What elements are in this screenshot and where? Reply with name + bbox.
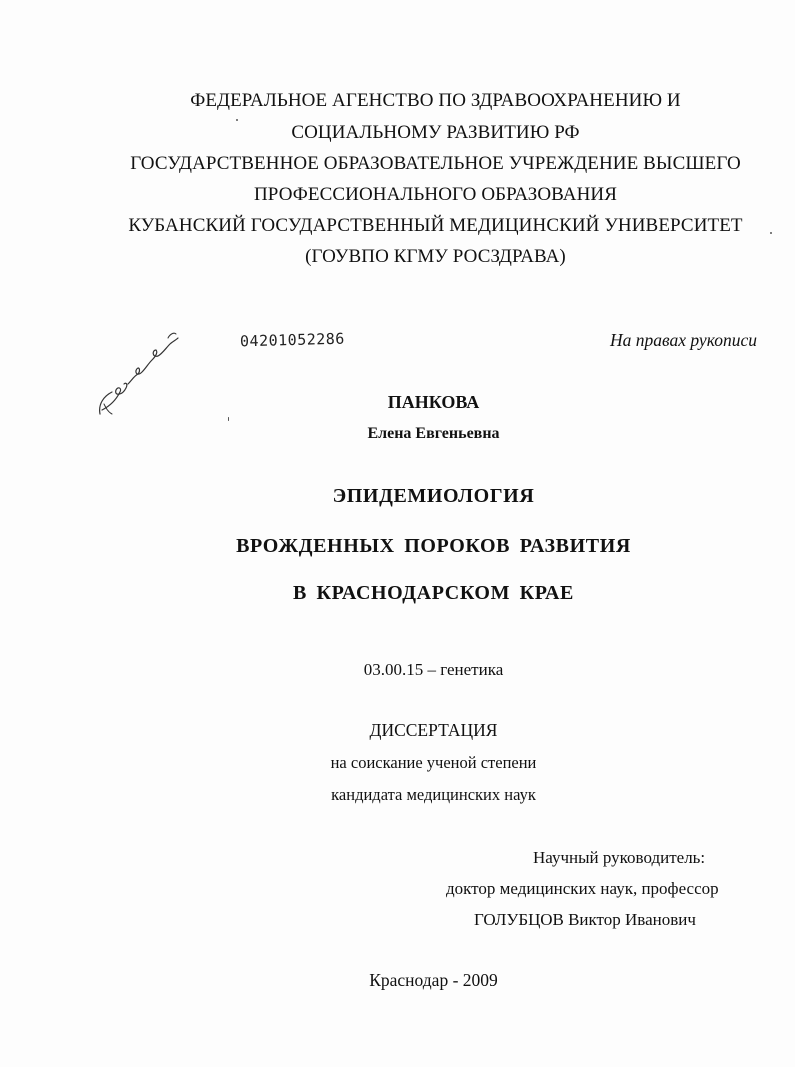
- rights-note: На правах рукописи: [610, 330, 757, 350]
- scan-speck: [770, 232, 772, 234]
- degree-line-2: кандидата медицинских наук: [331, 785, 536, 804]
- header-line-6: (ГОУВПО КГМУ РОСЗДРАВА): [305, 246, 566, 267]
- place-year: Краснодар - 2009: [369, 970, 498, 990]
- title-line-1: ЭПИДЕМИОЛОГИЯ: [332, 485, 535, 507]
- header-line-5: КУБАНСКИЙ ГОСУДАРСТВЕННЫЙ МЕДИЦИНСКИЙ УНИВЕРСИТЕТ: [128, 215, 743, 236]
- supervisor-name: ГОЛУБЦОВ Виктор Иванович: [474, 910, 696, 929]
- title-line-3: В КРАСНОДАРСКОМ КРАЕ: [293, 582, 574, 604]
- author-surname: ПАНКОВА: [387, 392, 480, 412]
- specialty-code: 03.00.15 – генетика: [363, 660, 504, 679]
- dissertation-label: ДИССЕРТАЦИЯ: [369, 720, 498, 740]
- header-line-4: ПРОФЕССИОНАЛЬНОГО ОБРАЗОВАНИЯ: [253, 184, 617, 205]
- header-line-2: СОЦИАЛЬНОМУ РАЗВИТИЮ РФ: [291, 122, 580, 143]
- degree-line-1: на соискание ученой степени: [330, 753, 537, 772]
- catalog-number: 04201052286: [239, 329, 346, 351]
- supervisor-credentials: доктор медицинских наук, профессор: [446, 879, 719, 898]
- supervisor-label: Научный руководитель:: [533, 848, 706, 867]
- header-line-3: ГОСУДАРСТВЕННОЕ ОБРАЗОВАТЕЛЬНОЕ УЧРЕЖДЕНИЕ ВЫСШЕГО: [130, 153, 741, 174]
- header-line-1: ФЕДЕРАЛЬНОЕ АГЕНСТВО ПО ЗДРАВООХРАНЕНИЮ И: [190, 90, 681, 111]
- title-line-2: ВРОЖДЕННЫХ ПОРОКОВ РАЗВИТИЯ: [236, 535, 631, 557]
- author-given-names: Елена Евгеньевна: [367, 425, 500, 442]
- scan-speck: [236, 119, 238, 121]
- scan-speck: [228, 417, 229, 421]
